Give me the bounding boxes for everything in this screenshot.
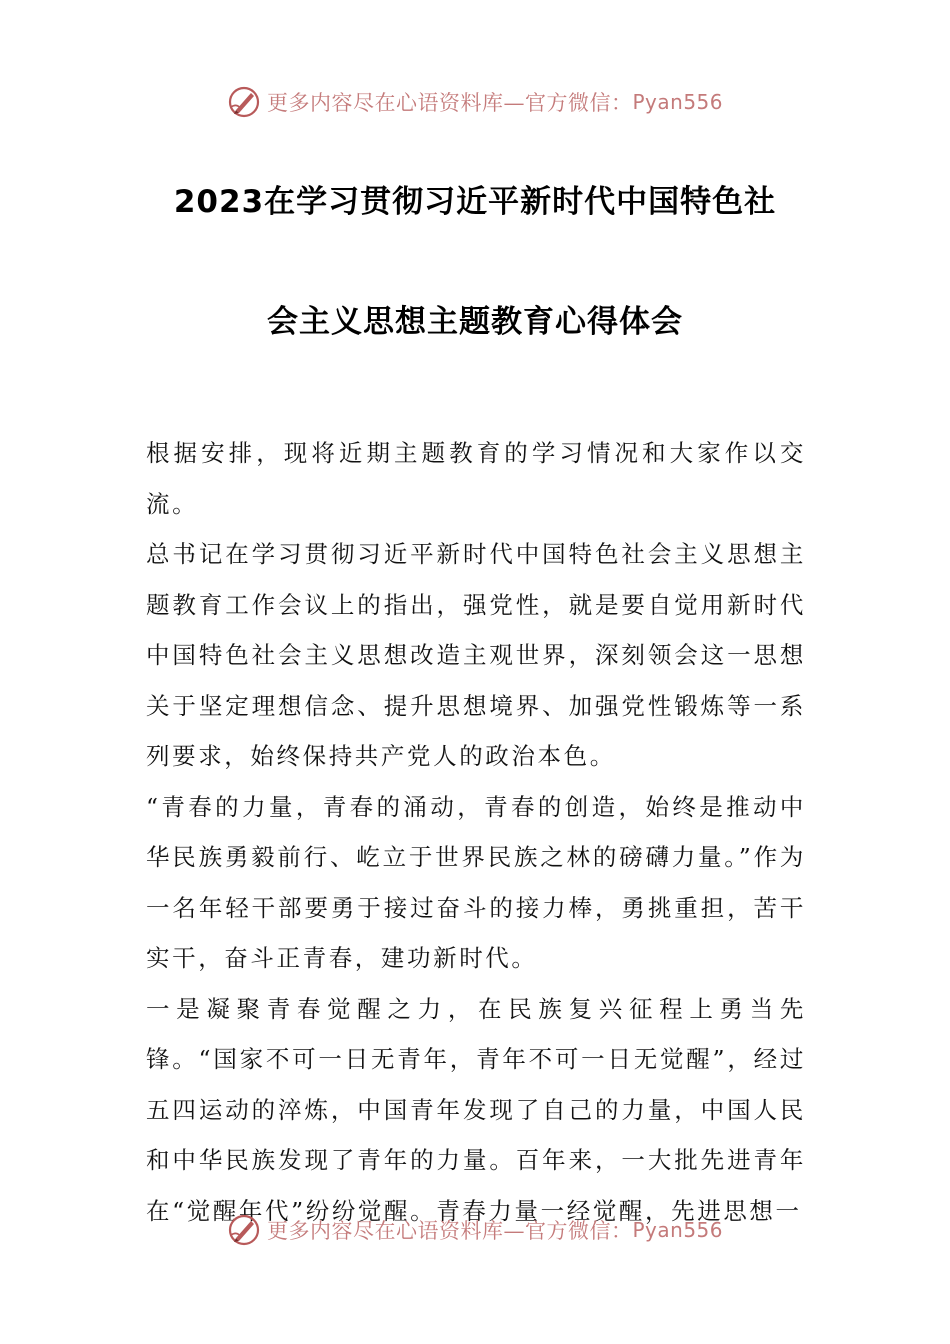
document-title-line-1: 2023在学习贯彻习近平新时代中国特色社: [173, 184, 777, 220]
paragraph: “青春的力量，青春的涌动，青春的创造，始终是推动中华民族勇毅前行、屹立于世界民族之林的磅礴力量。”作为一名年轻干部要勇于接过奋斗的接力棒，勇挑重担，苦干实干，奋斗正青春，建功新时代。: [146, 792, 806, 972]
footer-watermark: [0, 1210, 950, 1250]
paragraph: 根据安排，现将近期主题教育的学习情况和大家作以交流。: [146, 439, 806, 518]
paragraph: 一是凝聚青春觉醒之力，在民族复兴征程上勇当先锋。“国家不可一日无青年，青年不可一日无觉醒”，经过五四运动的淬炼，中国青年发现了自己的力量，中国人民和中华民族发现了青年的力量。百年来，一大批先进青年在“觉醒年代”纷纷觉醒。青春力量一经觉醒，先进思想一: [146, 994, 806, 1225]
paragraph: 总书记在学习贯彻习近平新时代中国特色社会主义思想主题教育工作会议上的指出，强党性，就是要自觉用新时代中国特色社会主义思想改造主观世界，深刻领会这一思想关于坚定理想信念、提升思想境界、加强党性锻炼等一系列要求，始终保持共产党人的政治本色。: [146, 540, 806, 770]
watermark-wechat-id: Pyan556: [632, 1218, 723, 1242]
watermark-text: 更多内容尽在心语资料库—官方微信：: [266, 91, 633, 115]
document-body: [146, 428, 806, 1236]
pen-logo-icon: [227, 85, 261, 119]
header-watermark: [0, 82, 950, 122]
watermark-text: 更多内容尽在心语资料库—官方微信：: [266, 1219, 633, 1243]
pen-logo-icon: [227, 1213, 261, 1247]
document-title-line-2: 会主义思想主题教育心得体会: [267, 304, 683, 340]
watermark-wechat-id: Pyan556: [632, 90, 723, 114]
